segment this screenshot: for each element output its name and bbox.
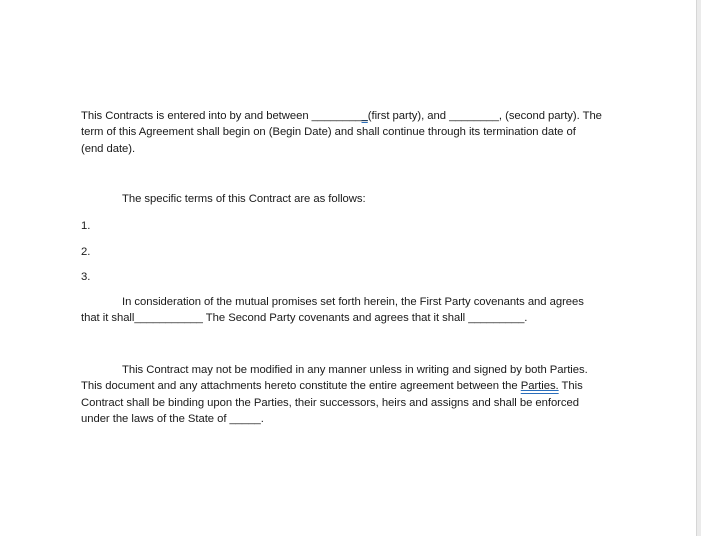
paragraph-line <box>81 294 611 310</box>
paragraph-line <box>81 362 611 378</box>
paragraph-parties <box>81 108 611 157</box>
list-item-2: 2. <box>81 246 91 258</box>
list-item-1: 1. <box>81 220 91 232</box>
paragraph-line: that it shall___________ The Second Party covenants and agrees that it shall _________. <box>81 312 528 325</box>
spelling-mark: Parties. <box>520 380 559 393</box>
paragraph-modification <box>81 362 611 428</box>
terms-intro <box>81 191 611 207</box>
paragraph-line: term of this Agreement shall begin on (Begin Date) and shall continue through its termination date of <box>81 126 576 139</box>
text-run: The specific terms of this Contract are as follows: <box>122 193 366 205</box>
paragraph-line <box>81 191 611 207</box>
text-run: This <box>558 380 583 393</box>
list-item-3: 3. <box>81 271 91 283</box>
text-run: This Contract may not be modified in any manner unless in writing and signed by both Parties. <box>122 364 588 376</box>
paragraph-line <box>81 108 611 124</box>
spelling-mark: _ <box>361 110 368 122</box>
text-run: (first party), and ________, (second party). The <box>367 110 602 122</box>
paragraph-line <box>81 378 611 394</box>
paragraph-line: (end date). <box>81 142 136 155</box>
paragraph-line: Contract shall be binding upon the Parties, their successors, heirs and assigns and shall be enforced <box>81 396 579 409</box>
paragraph-line: under the laws of the State of _____. <box>81 413 264 426</box>
vertical-scrollbar[interactable] <box>696 0 701 536</box>
text-run: This Contracts is entered into by and between ________ <box>81 110 362 122</box>
text-run: This document and any attachments hereto constitute the entire agreement between the <box>81 380 521 393</box>
text-run: In consideration of the mutual promises set forth herein, the First Party covenants and agrees <box>122 296 584 308</box>
paragraph-covenants <box>81 294 611 327</box>
